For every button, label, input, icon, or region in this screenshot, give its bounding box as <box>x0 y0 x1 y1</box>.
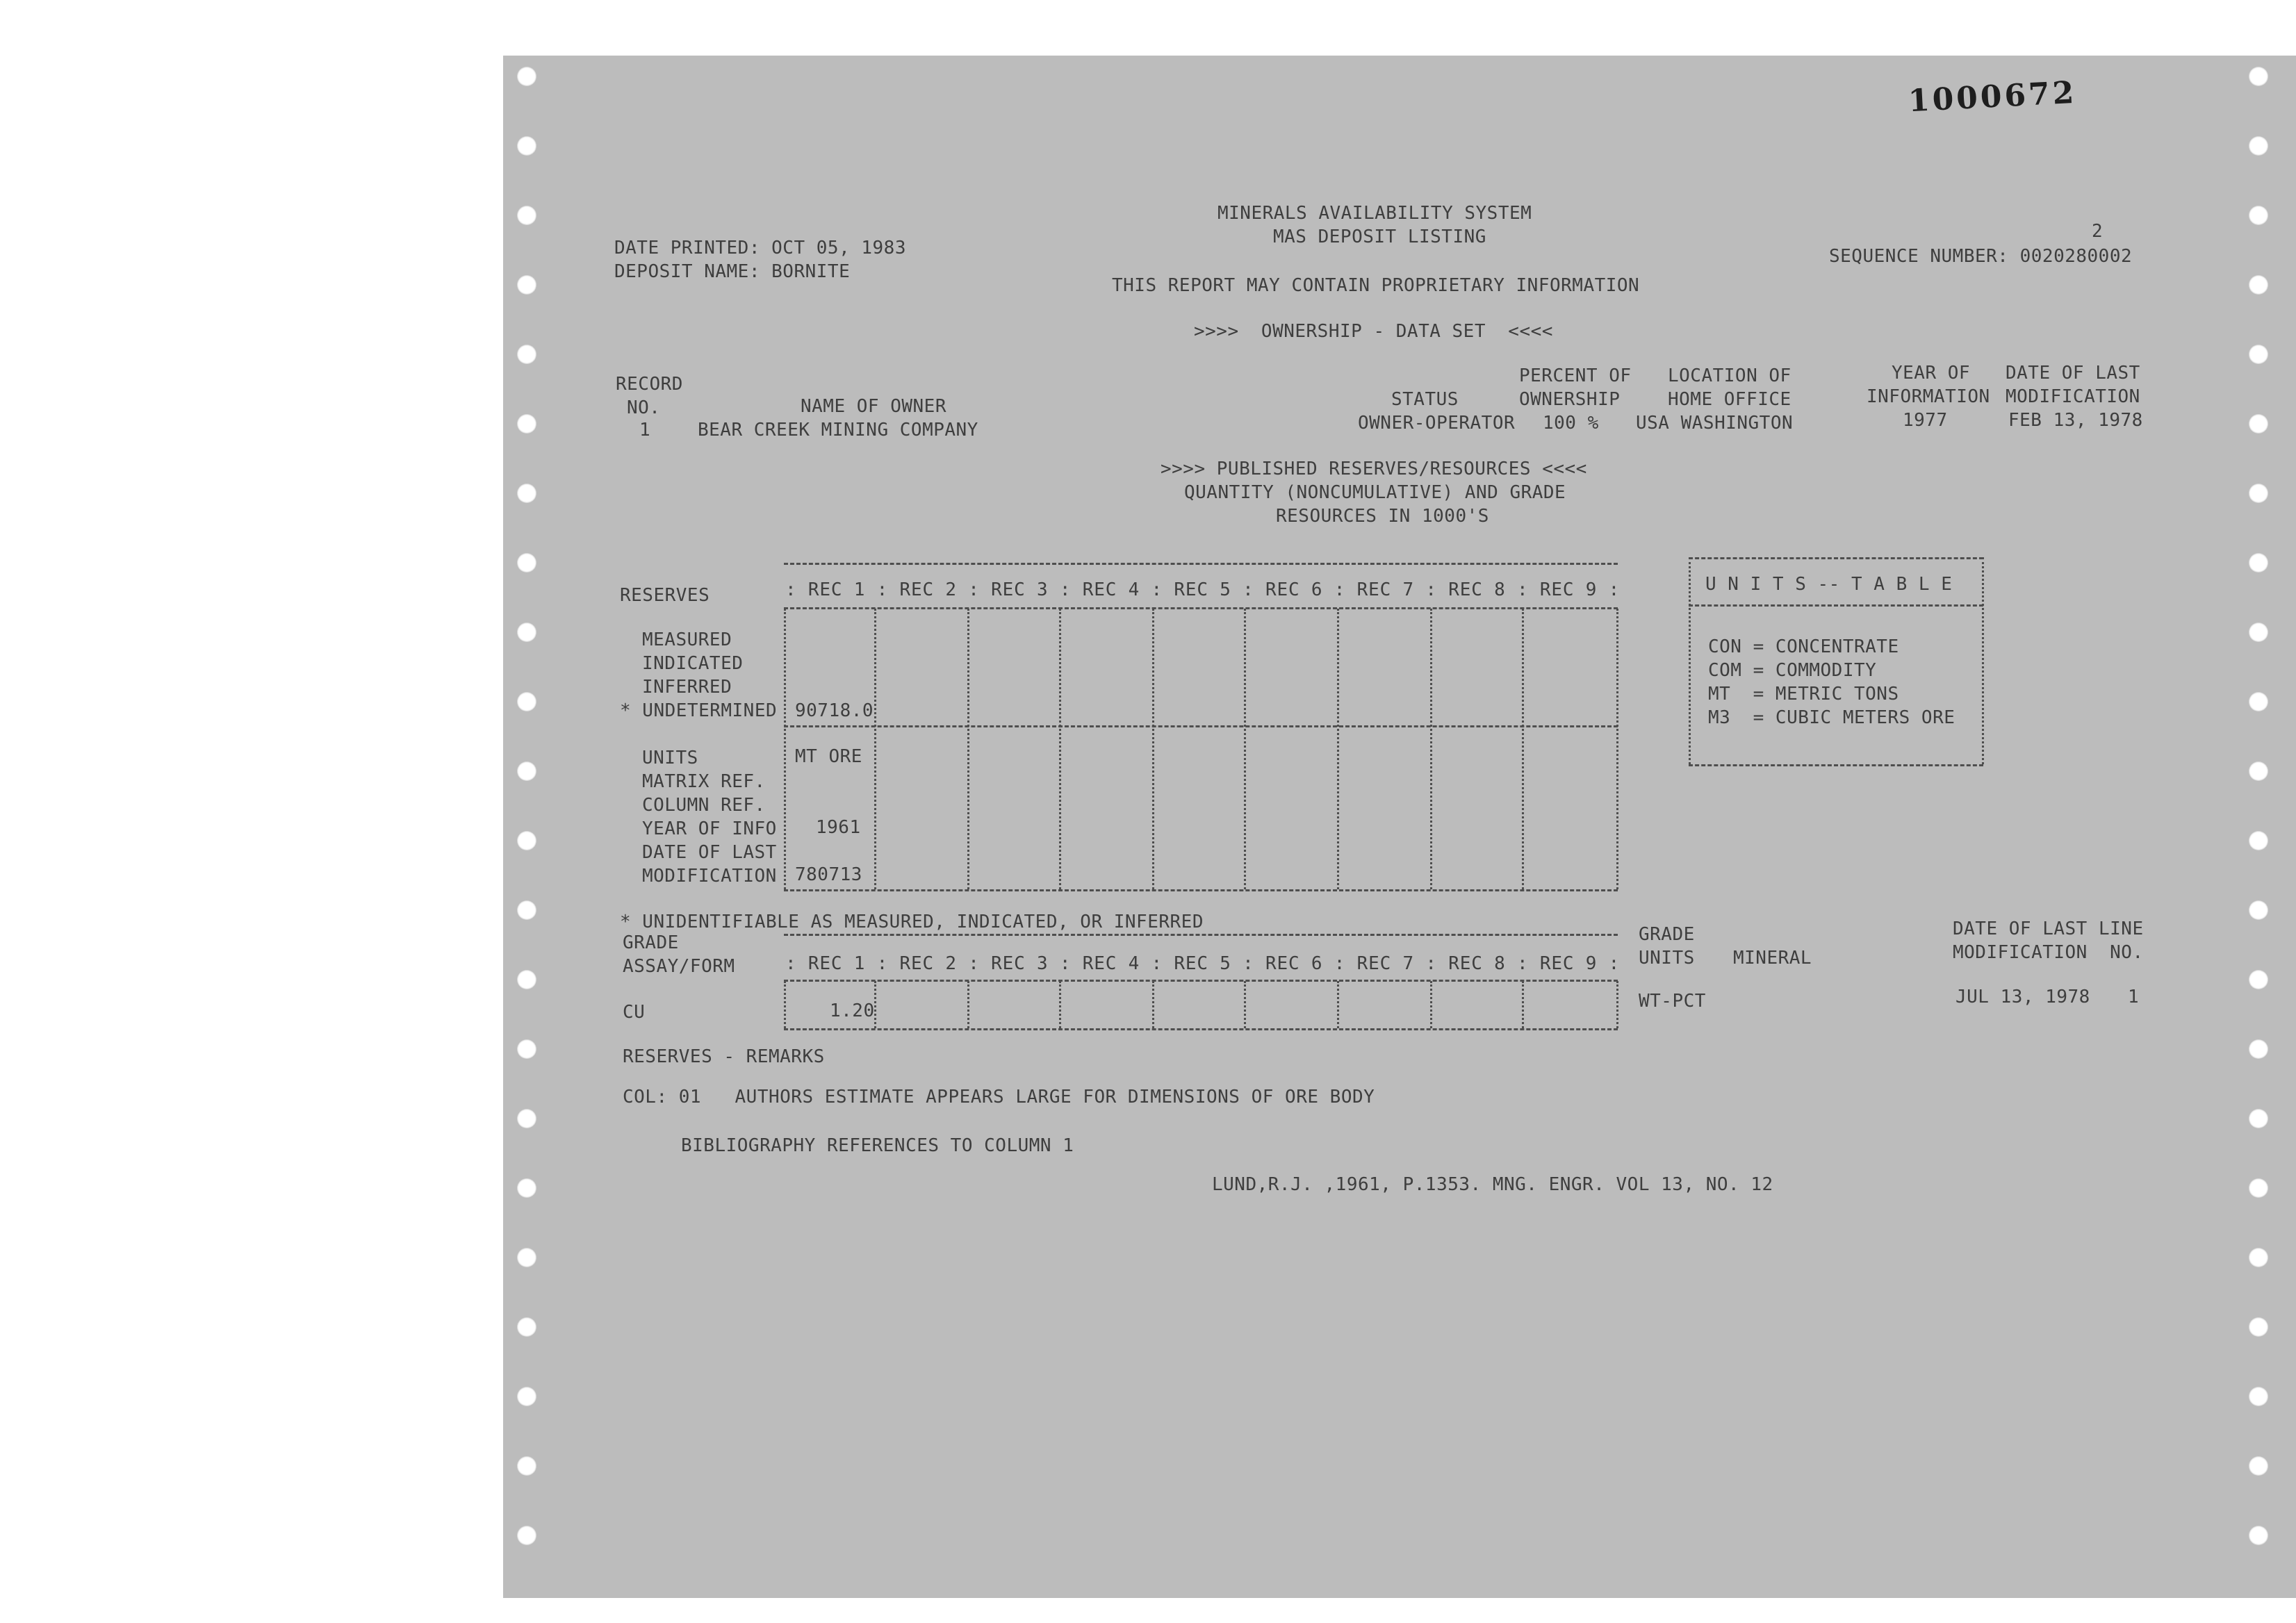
units-table-title: U N I T S -- T A B L E <box>1705 574 1953 595</box>
feed-hole <box>517 623 536 642</box>
proprietary-notice: THIS REPORT MAY CONTAIN PROPRIETARY INFORMATION <box>1112 275 1640 296</box>
date-printed: DATE PRINTED: OCT 05, 1983 <box>614 238 906 258</box>
grade-assay-value: CU <box>623 1002 646 1023</box>
system-title: MINERALS AVAILABILITY SYSTEM <box>1217 203 1532 224</box>
right-date-label-2: MODIFICATION NO. <box>1953 942 2144 963</box>
units-entry: CON = CONCENTRATE <box>1708 636 1899 657</box>
owner-status: OWNER-OPERATOR <box>1358 413 1516 434</box>
feed-hole <box>2249 275 2268 295</box>
row-year-of-info-label: YEAR OF INFO <box>642 818 777 839</box>
grade-label: GRADE <box>623 932 679 953</box>
feed-hole <box>517 692 536 711</box>
column-divider <box>1059 981 1061 1028</box>
row-undetermined-value: 90718.0 <box>795 700 874 721</box>
feed-hole <box>517 831 536 850</box>
right-date-label-1: DATE OF LAST LINE <box>1953 918 2144 939</box>
column-divider <box>1337 981 1339 1028</box>
column-divider <box>1430 981 1432 1028</box>
column-divider <box>1522 609 1524 889</box>
column-divider <box>1152 981 1154 1028</box>
feed-hole <box>2249 136 2268 156</box>
table-rule <box>784 980 1618 982</box>
col-year-1: YEAR OF <box>1892 363 1971 384</box>
col-record: RECORD <box>616 374 683 395</box>
units-table-rule <box>1689 764 1983 766</box>
row-inferred-label: INFERRED <box>642 677 732 698</box>
right-mineral-label: MINERAL <box>1733 948 1812 969</box>
col-no: NO. <box>627 397 661 418</box>
table-rule <box>784 563 1618 565</box>
feed-hole <box>517 67 536 86</box>
units-entry: M3 = CUBIC METERS ORE <box>1708 707 1955 728</box>
owner-date: FEB 13, 1978 <box>2008 410 2143 431</box>
feed-hole <box>517 275 536 295</box>
column-divider <box>874 609 876 889</box>
row-measured-label: MEASURED <box>642 629 732 650</box>
grade-line-no-value: 1 <box>2128 987 2140 1007</box>
feed-hole <box>2249 345 2268 364</box>
column-divider <box>1059 609 1061 889</box>
feed-hole <box>517 484 536 503</box>
feed-hole <box>2249 414 2268 434</box>
col-year-2: INFORMATION <box>1867 386 1990 407</box>
col-status: STATUS <box>1391 389 1459 410</box>
col-date-1: DATE OF LAST <box>2006 363 2140 384</box>
feed-hole <box>517 1387 536 1406</box>
feed-hole <box>2249 206 2268 225</box>
remarks-title: RESERVES - REMARKS <box>623 1046 825 1067</box>
handwritten-document-number: 1000672 <box>1907 74 2078 120</box>
grade-date-value: JUL 13, 1978 <box>1955 987 2090 1007</box>
owner-record-no: 1 <box>639 420 651 440</box>
column-divider <box>874 981 876 1028</box>
units-table-rule <box>1689 604 1983 607</box>
reserves-subtitle-2: RESOURCES IN 1000'S <box>1276 506 1489 527</box>
row-matrix-ref-label: MATRIX REF. <box>642 771 766 792</box>
feed-hole <box>517 1039 536 1059</box>
listing-title: MAS DEPOSIT LISTING <box>1273 226 1486 247</box>
feed-hole <box>517 553 536 572</box>
row-units-label: UNITS <box>642 748 698 768</box>
row-column-ref-label: COLUMN REF. <box>642 795 766 816</box>
column-divider <box>967 981 969 1028</box>
col-percent-1: PERCENT OF <box>1519 365 1632 386</box>
feed-hole <box>517 1526 536 1545</box>
bibliography-title: BIBLIOGRAPHY REFERENCES TO COLUMN 1 <box>681 1135 1074 1156</box>
feed-hole <box>2249 692 2268 711</box>
col-percent-2: OWNERSHIP <box>1519 389 1621 410</box>
assay-form-label: ASSAY/FORM <box>623 956 735 977</box>
feed-hole <box>517 1248 536 1267</box>
feed-hole <box>2249 1039 2268 1059</box>
feed-hole <box>517 206 536 225</box>
row-date-of-last-label: DATE OF LAST <box>642 842 777 863</box>
sequence-number: SEQUENCE NUMBER: 0020280002 <box>1829 246 2133 267</box>
feed-hole <box>517 1109 536 1128</box>
table-rule <box>784 934 1618 936</box>
feed-hole <box>2249 1456 2268 1476</box>
owner-location: USA WASHINGTON <box>1636 413 1794 434</box>
table-rule <box>784 607 1618 609</box>
feed-hole <box>517 1317 536 1337</box>
column-divider <box>1616 609 1618 889</box>
row-modification-value: 780713 <box>795 864 862 885</box>
units-entry: COM = COMMODITY <box>1708 660 1877 681</box>
column-divider <box>1430 609 1432 889</box>
bibliography-reference: LUND,R.J. ,1961, P.1353. MNG. ENGR. VOL 13, NO. 12 <box>1212 1174 1773 1195</box>
feed-hole <box>517 1456 536 1476</box>
feed-hole <box>2249 900 2268 920</box>
col-location-1: LOCATION OF <box>1668 365 1791 386</box>
column-divider <box>967 609 969 889</box>
grade-units-value: WT-PCT <box>1639 991 1706 1012</box>
feed-hole <box>2249 623 2268 642</box>
feed-hole <box>2249 1317 2268 1337</box>
owner-percent: 100 % <box>1543 413 1599 434</box>
feed-hole <box>517 970 536 989</box>
column-divider <box>784 609 786 889</box>
table-rule <box>784 725 1618 727</box>
feed-hole <box>517 1178 536 1198</box>
owner-name: BEAR CREEK MINING COMPANY <box>698 420 978 440</box>
reserves-subtitle-1: QUANTITY (NONCUMULATIVE) AND GRADE <box>1184 482 1566 503</box>
reserves-label: RESERVES <box>620 585 710 606</box>
ownership-section-title: >>>> OWNERSHIP - DATA SET <<<< <box>1194 321 1553 342</box>
feed-hole <box>2249 1248 2268 1267</box>
column-divider <box>1337 609 1339 889</box>
printout-sheet <box>503 56 2296 1598</box>
column-divider <box>1616 981 1618 1028</box>
feed-hole <box>2249 831 2268 850</box>
owner-year: 1977 <box>1903 410 1948 431</box>
feed-hole <box>517 900 536 920</box>
right-grade-label: GRADE <box>1639 924 1695 945</box>
feed-hole <box>517 345 536 364</box>
feed-hole <box>2249 1526 2268 1545</box>
feed-hole <box>2249 761 2268 781</box>
feed-hole <box>2249 1109 2268 1128</box>
remarks-col-line: COL: 01 AUTHORS ESTIMATE APPEARS LARGE FOR DIMENSIONS OF ORE BODY <box>623 1087 1375 1107</box>
table-rule <box>784 889 1618 891</box>
units-table-border <box>1689 557 1691 764</box>
column-divider <box>1152 609 1154 889</box>
units-table-border <box>1982 557 1984 764</box>
reserves-footnote: * UNIDENTIFIABLE AS MEASURED, INDICATED, OR INFERRED <box>620 912 1204 932</box>
column-divider <box>1244 609 1246 889</box>
feed-hole <box>517 761 536 781</box>
row-units-value: MT ORE <box>795 746 862 767</box>
grade-rec-1-value: 1.20 <box>830 1000 875 1021</box>
reserves-section-title: >>>> PUBLISHED RESERVES/RESOURCES <<<< <box>1161 459 1587 479</box>
feed-hole <box>2249 484 2268 503</box>
table-rule <box>784 1028 1618 1030</box>
row-year-of-info-value: 1961 <box>816 817 861 838</box>
feed-hole <box>517 414 536 434</box>
feed-hole <box>2249 970 2268 989</box>
column-divider <box>1244 981 1246 1028</box>
feed-hole <box>517 136 536 156</box>
col-location-2: HOME OFFICE <box>1668 389 1791 410</box>
feed-hole <box>2249 67 2268 86</box>
grade-header-row: : REC 1 : REC 2 : REC 3 : REC 4 : REC 5 : REC 6 : REC 7 : REC 8 : REC 9 : <box>785 953 1621 974</box>
deposit-name: DEPOSIT NAME: BORNITE <box>614 261 851 282</box>
right-units-label: UNITS <box>1639 948 1695 969</box>
col-name-of-owner: NAME OF OWNER <box>801 396 946 417</box>
row-modification-label: MODIFICATION <box>642 866 777 887</box>
row-undetermined-label: * UNDETERMINED <box>620 700 778 721</box>
feed-hole <box>2249 1387 2268 1406</box>
page-number: 2 <box>2092 221 2104 242</box>
units-entry: MT = METRIC TONS <box>1708 684 1899 705</box>
feed-hole <box>2249 553 2268 572</box>
reserves-header-row: : REC 1 : REC 2 : REC 3 : REC 4 : REC 5 : REC 6 : REC 7 : REC 8 : REC 9 : <box>785 579 1621 600</box>
col-date-2: MODIFICATION <box>2006 386 2140 407</box>
units-table-rule <box>1689 557 1983 559</box>
feed-hole <box>2249 1178 2268 1198</box>
column-divider <box>1522 981 1524 1028</box>
column-divider <box>784 981 786 1028</box>
row-indicated-label: INDICATED <box>642 653 744 674</box>
